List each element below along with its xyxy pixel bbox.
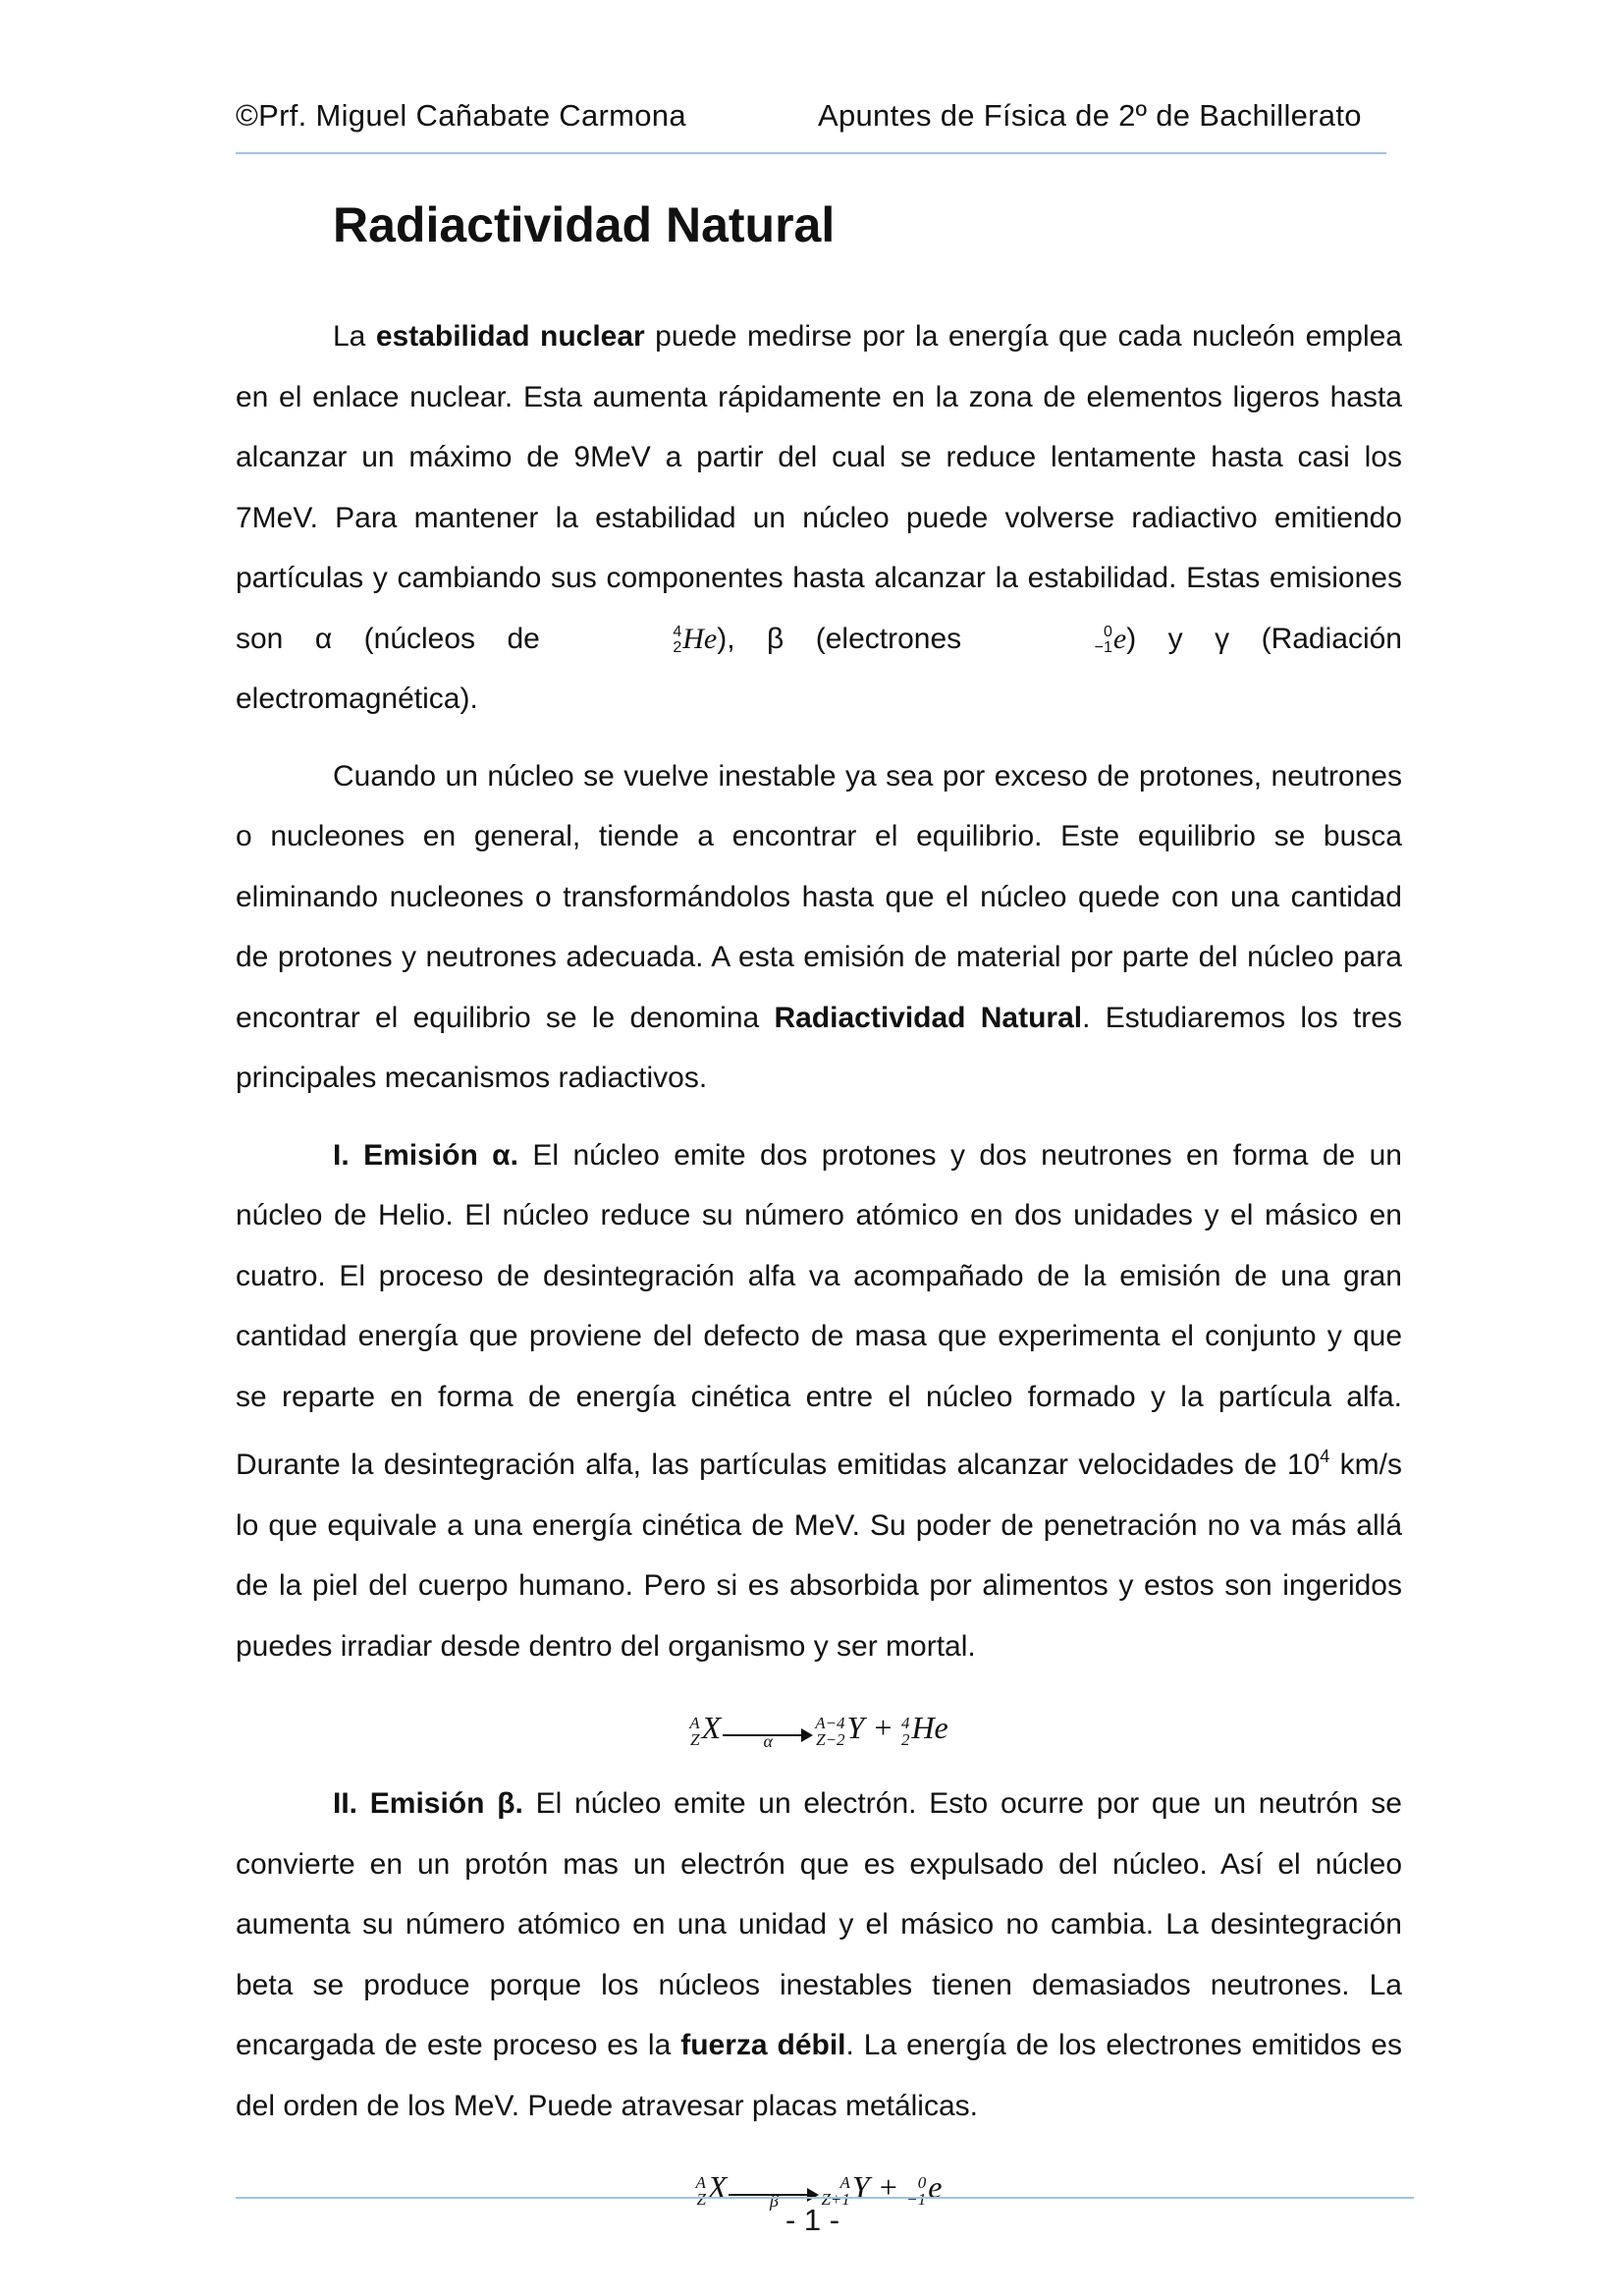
mass-number: A <box>839 2172 850 2192</box>
mass-number: 0 <box>917 2172 927 2192</box>
paragraph-stability <box>236 306 1402 730</box>
mass-number: A−4 <box>815 1713 845 1732</box>
plus-sign: + <box>872 1710 893 1745</box>
text-run: . La energía de los electrones emitidos es del orden de los MeV. Puede atravesar placas metálicas. <box>236 2029 1402 2122</box>
section-heading-alpha: I. Emisión α. <box>333 1138 518 1172</box>
header-course: Apuntes de Física de 2º de Bachillerato <box>818 98 1362 133</box>
daughter-nucleus: Y <box>851 2169 870 2205</box>
mass-number: 4 <box>673 623 682 640</box>
paragraph-beta-emission <box>236 1774 1402 2136</box>
parent-nucleus: X <box>701 1710 722 1745</box>
text-run: El núcleo emite dos protones y dos neutrones en forma de un núcleo de Helio. El núcleo reduce su número atómico en dos unidades y el másico en cuatro. El proceso de desintegración alfa va acompañado de la emisión de una gran cantidad energía que proviene del defecto de masa que experimenta el conjunto y que se reparte en forma de energía cinética entre el núcleo formado y la partícula alfa. Durante la desintegración alfa, las partículas emitidas alcanzar velocidades de 10 <box>236 1138 1402 1481</box>
isotope-index <box>815 1715 844 1748</box>
text-run: . Estudiaremos los tres principales mecanismos radiactivos. <box>236 1001 1402 1094</box>
footer-rule <box>236 2197 1414 2199</box>
atomic-number: Z <box>696 2189 706 2209</box>
header-rule <box>236 152 1386 154</box>
atomic-number: Z−2 <box>816 1729 845 1749</box>
helium-symbol: He <box>682 622 718 655</box>
atomic-number: −1 <box>906 2189 927 2209</box>
text-run: km/s lo que equivale a una energía cinética de MeV. Su poder de penetración no va más allá de la piel del cuerpo humano. Pero si es absorbida por alimentos y estos son ingeridos puedes irradiar desde dentro del organismo y ser mortal. <box>236 1449 1402 1663</box>
isotope-index <box>689 1715 699 1748</box>
paragraph-alpha-emission <box>236 1125 1402 1677</box>
bold-term: Radiactividad Natural <box>774 1001 1083 1034</box>
electron-particle: e <box>928 2169 943 2205</box>
text-run: puede medirse por la energía que cada nucleón emplea en el enlace nuclear. Esta aumenta rápidamente en la zona de elementos ligeros hasta alcanzar un máximo de 9MeV a partir del cual se reduce lentamente hasta casi los 7MeV. Para mantener la estabilidad un núcleo puede volverse radiactivo emitiendo partículas y cambiando sus componentes hasta alcanzar la estabilidad. Estas emisiones son α (núcleos de <box>236 320 1402 655</box>
arrow-line <box>723 1734 803 1736</box>
paragraph-natural-radioactivity <box>236 746 1402 1109</box>
mass-number: A <box>695 2172 706 2192</box>
electron-symbol: e <box>1112 622 1127 655</box>
plus-sign: + <box>877 2169 899 2205</box>
reaction-arrow <box>729 2176 819 2211</box>
arrow-label: α <box>763 1730 773 1751</box>
mass-number: A <box>689 1713 700 1732</box>
equation-alpha <box>236 1693 1402 1762</box>
document-body <box>236 306 1402 2233</box>
text-run: ), β (electrones <box>717 622 994 655</box>
parent-nucleus: X <box>707 2169 728 2205</box>
atomic-number: 2 <box>673 638 682 656</box>
bold-term: estabilidad nuclear <box>375 320 645 353</box>
mass-number: 0 <box>1103 623 1112 640</box>
isotope-index <box>575 625 681 656</box>
isotope-index <box>906 2174 926 2208</box>
page-number: - 1 - <box>785 2203 840 2237</box>
text-run: El núcleo emite un electrón. Esto ocurre por que un neutrón se convierte en un protón mas un electrón que es expulsado del núcleo. Así el núcleo aumenta su número atómico en una unidad y el másico no cambia. La desintegración beta se produce porque los núcleos inestables tienen demasiados neutrones. La encargada de este proceso es la <box>236 1787 1402 2061</box>
section-heading-beta: II. Emisión β. <box>333 1787 523 1820</box>
atomic-number: −1 <box>1094 638 1112 656</box>
reaction-arrow <box>723 1717 813 1751</box>
text-run: La <box>333 320 376 353</box>
helium-nucleus: He <box>911 1710 948 1745</box>
daughter-nucleus: Y <box>846 1710 865 1745</box>
header-author: ©Prf. Miguel Cañabate Carmona <box>236 98 686 133</box>
isotope-index <box>998 625 1112 656</box>
superscript: 4 <box>1320 1447 1330 1466</box>
atomic-number: Z+1 <box>821 2189 850 2209</box>
mass-number: 4 <box>900 1713 910 1732</box>
isotope-index <box>901 1715 910 1748</box>
page-title: Radiactividad Natural <box>333 197 836 252</box>
atomic-number: 2 <box>900 1729 910 1749</box>
bold-term: fuerza débil <box>680 2029 846 2061</box>
atomic-number: Z <box>690 1729 700 1749</box>
arrow-head <box>801 1728 813 1742</box>
arrow-line <box>729 2194 809 2196</box>
arrow-label: β <box>769 2190 779 2211</box>
arrow-head <box>807 2188 819 2202</box>
text-run: ) y γ (Radiación electromagnética). <box>236 622 1402 715</box>
text-run: Cuando un núcleo se vuelve inestable ya sea por exceso de protones, neutrones o nucleones en general, tiende a encontrar el equilibrio. Este equilibrio se busca eliminando nucleones o transformándolos hasta que el núcleo quede con una cantidad de protones y neutrones adecuada. A esta emisión de material por parte del núcleo para encontrar el equilibrio se le denomina <box>236 759 1402 1034</box>
isotope-index <box>696 2174 706 2208</box>
